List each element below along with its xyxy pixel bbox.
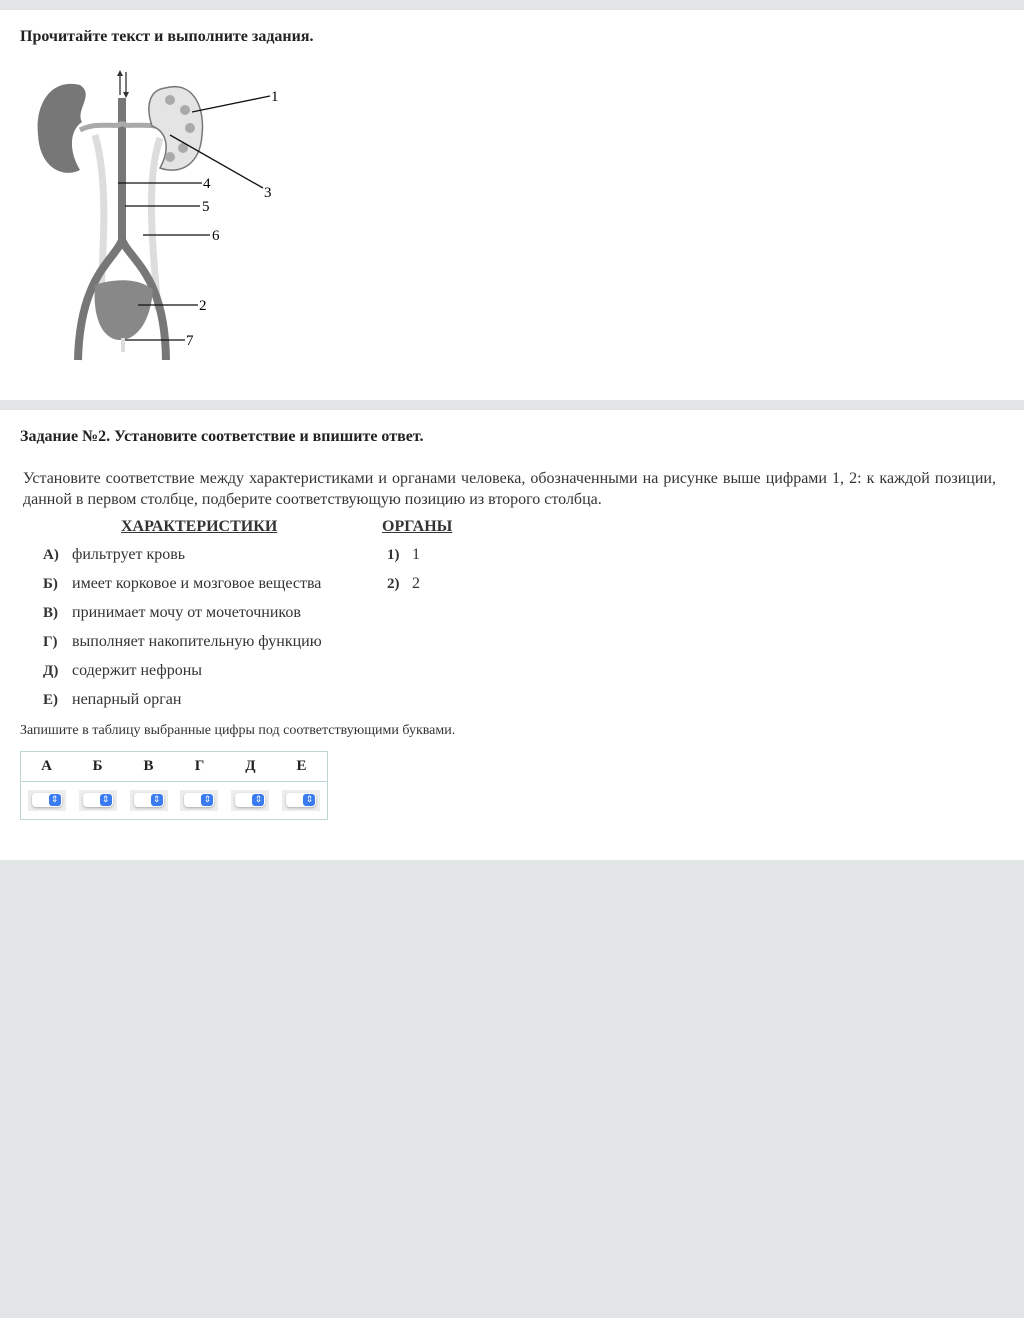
section-title: Прочитайте текст и выполните задания. — [20, 28, 314, 45]
select-chevron-icon — [286, 793, 316, 807]
figure-label-7: 7 — [186, 333, 194, 349]
select-chevron-icon — [235, 793, 265, 807]
column-e: Е — [276, 752, 328, 782]
answer-select-e[interactable] — [282, 790, 320, 811]
task-instructions: Установите соответствие между характеристиками и органами человека, обозначенными на рисунке выше цифрами 1, 2: к каждой позиции, данной в первом столбце, подберите соответствующую позицию из второго столбца. — [23, 470, 996, 508]
answer-instructions: Запишите в таблицу выбранные цифры под соответствующими буквами. — [20, 723, 456, 738]
select-chevron-icon — [83, 793, 113, 807]
figure-label-6: 6 — [212, 228, 220, 244]
answer-select-b[interactable] — [79, 790, 117, 811]
column-a: А — [21, 752, 73, 782]
characteristic-g: Г) выполняет накопительную функцию — [43, 633, 322, 650]
figure-label-4: 4 — [203, 176, 211, 192]
organ-2: 2) 2 — [387, 575, 420, 592]
left-kidney — [38, 84, 86, 173]
answer-select-g[interactable] — [180, 790, 218, 811]
answer-table — [20, 751, 328, 820]
select-chevron-icon — [184, 793, 214, 807]
column-v: В — [123, 752, 174, 782]
task-text-panel — [0, 10, 1024, 400]
characteristic-a: А) фильтрует кровь — [43, 546, 186, 563]
column-b: Б — [72, 752, 123, 782]
figure-label-2: 2 — [199, 298, 207, 314]
column-g: Г — [174, 752, 225, 782]
select-chevron-icon — [134, 793, 164, 807]
figure-label-3: 3 — [264, 185, 272, 201]
characteristics-header: ХАРАКТЕРИСТИКИ — [121, 518, 278, 535]
characteristic-b: Б) имеет корковое и мозговое вещества — [43, 575, 322, 592]
bladder — [95, 280, 153, 340]
characteristic-d: Д) содержит нефроны — [43, 662, 203, 679]
urinary-system-figure — [20, 60, 290, 370]
figure-label-5: 5 — [202, 199, 210, 215]
figure-label-1: 1 — [271, 89, 279, 105]
organ-1: 1) 1 — [387, 546, 420, 563]
answer-select-v[interactable] — [130, 790, 168, 811]
task-title: Задание №2. Установите соответствие и впишите ответ. — [20, 428, 424, 445]
column-d: Д — [225, 752, 276, 782]
characteristic-e: Е) непарный орган — [43, 691, 182, 708]
answer-select-a[interactable] — [28, 790, 66, 811]
characteristic-v: В) принимает мочу от мочеточников — [43, 604, 301, 621]
organs-header: ОРГАНЫ — [382, 518, 453, 535]
task-2-panel — [0, 410, 1024, 860]
select-chevron-icon — [32, 793, 62, 807]
answer-select-d[interactable] — [231, 790, 269, 811]
